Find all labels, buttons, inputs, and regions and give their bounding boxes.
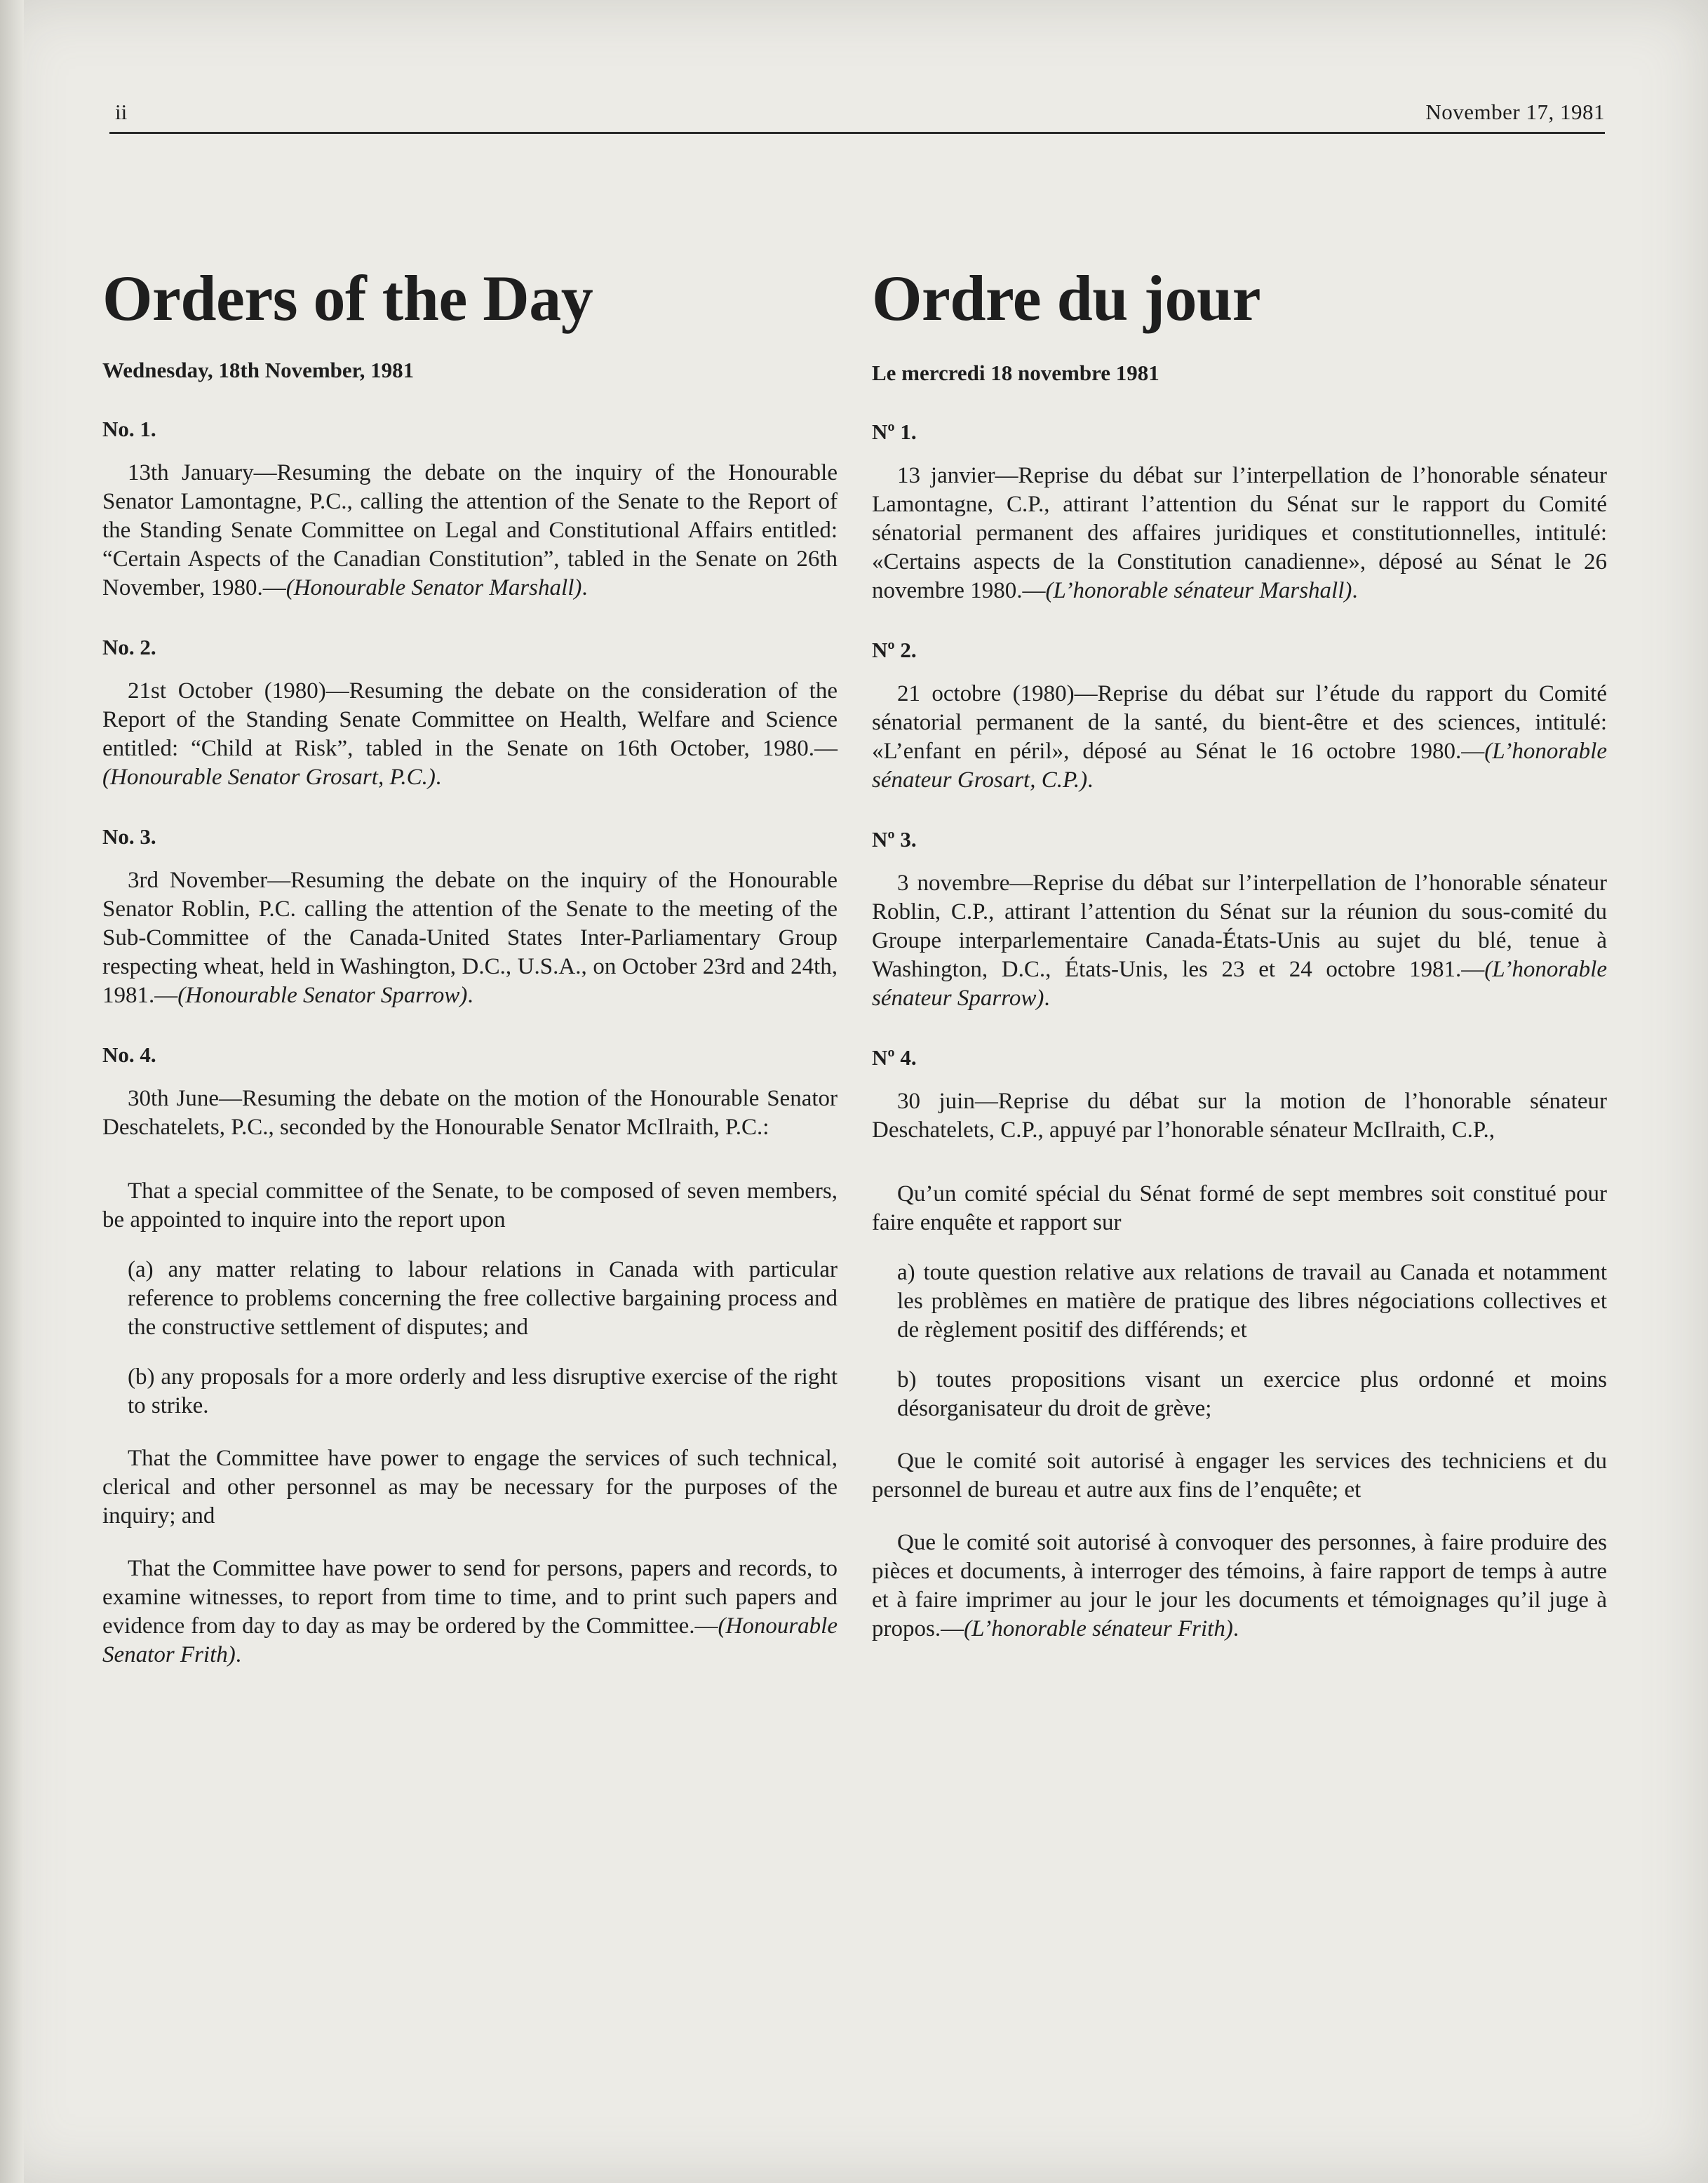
item-number: No. 2. [102,635,156,659]
item-number: Nº 4. [872,1045,917,1070]
item-number: No. 3. [102,824,156,849]
french-column [872,260,1607,1644]
item-number: Nº 3. [872,827,917,852]
page-edge-shadow [0,0,24,2183]
motion-clause-b: (b) any proposals for a more orderly and less disruptive exercise of the right to strike. [128,1364,838,1418]
item-sponsor: (L’honorable sénateur Sparrow) [872,957,1607,1011]
item-number: Nº 1. [872,419,917,444]
item-text: 21 octobre (1980)—Reprise du débat sur l’étude du rapport du Comité sénatorial permanent de la santé, du bient-être et des sciences, intitulé: «L’enfant en péril», déposé au Sénat le 16 octobre 1980.—(L’honorable sénateur Grosart, C.P.). [872,681,1607,793]
motion-clause-b: b) toutes propositions visant un exercice plus ordonné et moins désorganisateur du droit de grève; [897,1367,1607,1421]
motion-paragraph: Que le comité soit autorisé à engager les services des techniciens et du personnel de bureau et autre aux fins de l’enquête; et [872,1449,1607,1503]
french-item-1 [872,418,1607,605]
motion-clause-a: a) toute question relative aux relations de travail au Canada et notamment les problèmes en matière de pratique des libres négociations collectives et de règlement positif des différends; et [897,1260,1607,1343]
item-text: 21st October (1980)—Resuming the debate on the consideration of the Report of the Standing Senate Committee on Health, Welfare and Science entitled: “Child at Risk”, tabled in the Senate on 16th October, 1980.—(Honourable Senator Grosart, P.C.). [102,678,838,790]
french-item-2 [872,636,1607,795]
item-text: 13 janvier—Reprise du débat sur l’interpellation de l’honorable sénateur Lamontagne, C.P., attirant l’attention du Sénat sur le rapport du Comité sénatorial permanent des affaires juridiques et constitutionnelles, intitulé: «Certains aspects de la Constitution canadienne», déposé au Sénat le 26 novembre 1980.—(L’honorable sénateur Marshall). [872,463,1607,603]
item-sponsor: (Honourable Senator Sparrow) [177,983,468,1008]
english-item-1 [102,415,838,603]
item-text: 13th January—Resuming the debate on the inquiry of the Honourable Senator Lamontagne, P.C., calling the attention of the Senate to the Report of the Standing Senate Committee on Legal and Constitutional Affairs entitled: “Certain Aspects of the Canadian Constitution”, tabled in the Senate on 26th November, 1980.—(Honourable Senator Marshall). [102,460,838,600]
item-text: 3rd November—Resuming the debate on the inquiry of the Honourable Senator Roblin, P.C. calling the attention of the Senate to the meeting of the Sub-Committee of the Canada-United States Inter-Parliamentary Group respecting wheat, held in Washington, D.C., U.S.A., on October 23rd and 24th, 1981.—(Honourable Senator Sparrow). [102,868,838,1008]
item-text: 3 novembre—Reprise du débat sur l’interpellation de l’honorable sénateur Roblin, C.P., attirant l’attention du Sénat sur la réunion du sous-comité du Groupe interparlementaire Canada-États-Unis au sujet du blé, tenue à Washington, D.C., États-Unis, les 23 et 24 octobre 1981.—(L’honorable sénateur Sparrow). [872,871,1607,1011]
item-sponsor: (Honourable Senator Marshall) [285,575,582,600]
french-sitting-date: Le mercredi 18 novembre 1981 [872,361,1159,385]
header-date: November 17, 1981 [1425,100,1605,124]
item-text: 30th June—Resuming the debate on the motion of the Honourable Senator Deschatelets, P.C., seconded by the Honourable Senator McIlraith, P.C.: [102,1086,838,1140]
item-text: 30 juin—Reprise du débat sur la motion de l’honorable sénateur Deschatelets, C.P., appuyé par l’honorable sénateur McIlraith, C.P., [872,1089,1607,1143]
item-sponsor: (Honourable Senator Frith) [102,1613,838,1667]
english-column [102,260,838,1670]
french-title: Ordre du jour [872,262,1261,334]
english-title: Orders of the Day [102,262,593,334]
motion-paragraph: That a special committee of the Senate, to be composed of seven members, be appointed to inquire into the report upon [102,1178,838,1232]
page-folio: ii [115,100,128,124]
motion-paragraph: Que le comité soit autorisé à convoquer des personnes, à faire produire des pièces et documents, à interroger des témoins, à faire rapport de temps à autre et à faire imprimer au jour le jour les documents et témoignages qu’il juge à propos.—(L’honorable sénateur Frith). [872,1530,1607,1641]
page-header [109,98,1605,134]
item-sponsor: (L’honorable sénateur Grosart, C.P.) [872,739,1607,793]
french-item-4 [872,1044,1607,1644]
motion-paragraph: That the Committee have power to engage the services of such technical, clerical and other personnel as may be necessary for the purposes of the inquiry; and [102,1446,838,1529]
item-number: No. 4. [102,1042,156,1067]
french-item-3 [872,826,1607,1013]
english-sitting-date: Wednesday, 18th November, 1981 [102,358,415,382]
item-sponsor: (L’honorable sénateur Frith) [964,1616,1233,1641]
item-sponsor: (L’honorable sénateur Marshall) [1045,578,1352,603]
motion-paragraph: Qu’un comité spécial du Sénat formé de sept membres soit constitué pour faire enquête et rapport sur [872,1181,1607,1235]
item-sponsor: (Honourable Senator Grosart, P.C.) [102,765,436,790]
motion-clause-a: (a) any matter relating to labour relations in Canada with particular reference to problems concerning the free collective bargaining process and the constructive settlement of disputes; and [128,1257,838,1340]
english-item-2 [102,633,838,792]
item-number: Nº 2. [872,638,917,662]
english-item-4 [102,1041,838,1670]
motion-paragraph: That the Committee have power to send for persons, papers and records, to examine witnesses, to report from time to time, and to print such papers and evidence from day to day as may be ordered by the Committee.—(Honourable Senator Frith). [102,1556,838,1667]
english-item-3 [102,823,838,1010]
item-number: No. 1. [102,417,156,441]
